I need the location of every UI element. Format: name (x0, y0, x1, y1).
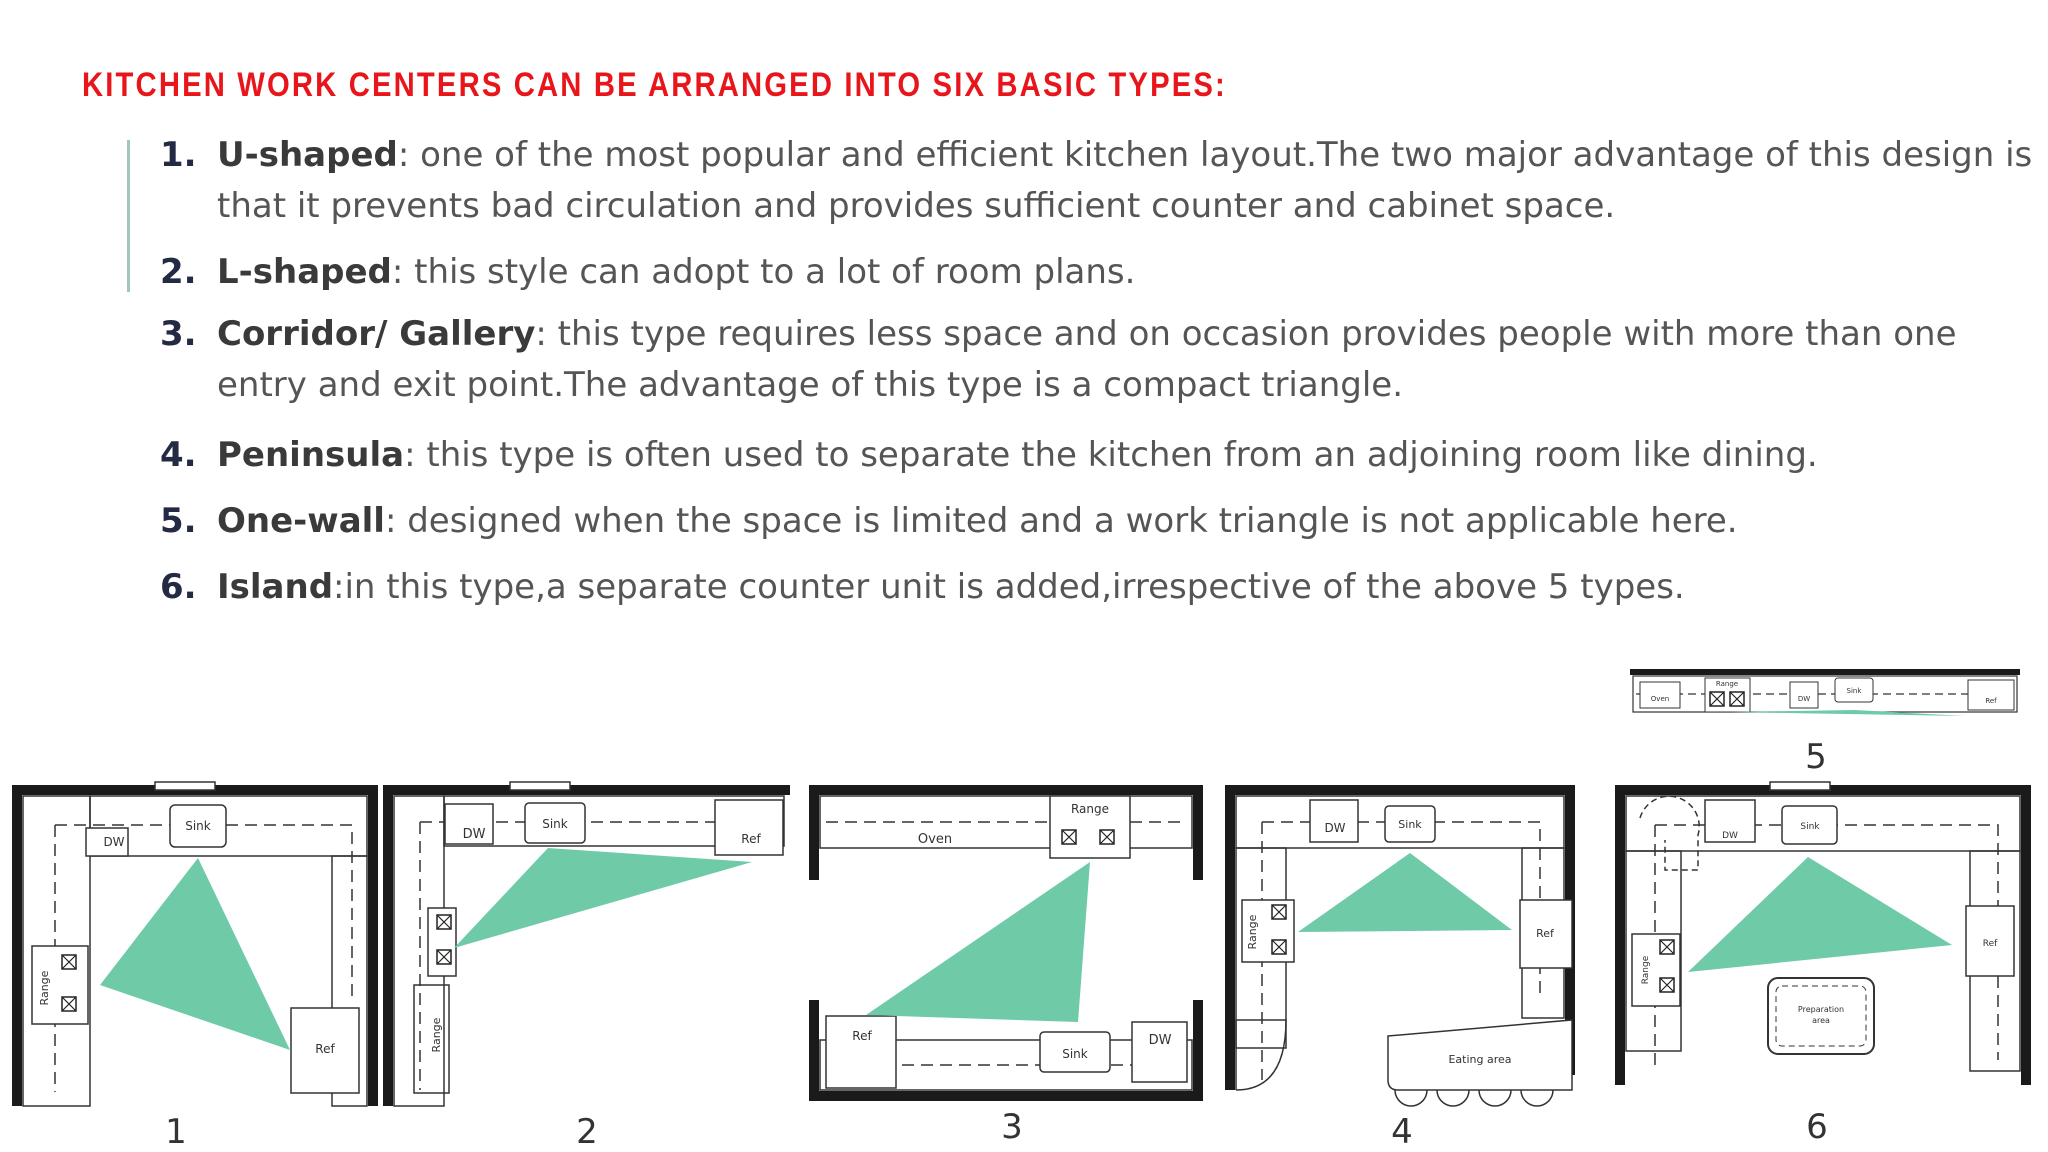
stool-icon (1395, 1090, 1553, 1106)
plan-peninsula (1230, 790, 1572, 1152)
sink-label: Sink (1398, 818, 1422, 831)
oven-label: Oven (917, 832, 953, 847)
plan-corridor (814, 790, 1198, 1147)
dw-label: DW (462, 827, 486, 842)
work-triangle (866, 862, 1090, 1022)
plan-l-shaped (388, 782, 790, 1152)
range-label: Range (38, 970, 51, 1006)
item-text: : designed when the space is limited and a work triangle is not applicable here. (384, 501, 1738, 541)
dw-label: DW (1797, 695, 1811, 703)
accent-bar (127, 140, 130, 292)
refrigerator-icon (1968, 680, 2014, 710)
ref-label: Ref (315, 1042, 335, 1056)
sink-label: Sink (1800, 822, 1820, 832)
item-number: 1. (160, 135, 197, 175)
oven-label: Oven (1650, 695, 1670, 703)
preparation-label: Preparation (1797, 1005, 1845, 1014)
work-triangle (1298, 853, 1512, 932)
sink-label: Sink (185, 819, 211, 833)
dw-label: DW (1148, 1033, 1172, 1048)
work-triangle (454, 848, 752, 948)
plan-number: 2 (576, 1112, 598, 1152)
item-number: 5. (160, 501, 197, 541)
item-text-cont: that it prevents bad circulation and provides sufficient counter and cabinet space. (217, 186, 1616, 226)
ref-label: Ref (1982, 939, 1998, 949)
range-label: Range (1246, 914, 1259, 950)
item-number: 6. (160, 567, 197, 607)
item-term: U-shaped (217, 135, 398, 175)
page-title: KITCHEN WORK CENTERS CAN BE ARRANGED INTO SIX BASIC TYPES: (82, 66, 1227, 104)
item-number: 4. (160, 435, 197, 475)
item-text: : this style can adopt to a lot of room plans. (391, 252, 1136, 292)
range-label: Range (430, 1017, 443, 1053)
range-label: Range (1641, 955, 1651, 985)
plan-number: 4 (1391, 1112, 1413, 1152)
plan-number: 6 (1806, 1107, 1828, 1147)
ref-label: Ref (741, 832, 761, 846)
item-term: L-shaped (217, 252, 392, 292)
item-number: 3. (160, 314, 197, 354)
sink-label: Sink (1846, 687, 1862, 695)
plan-number: 1 (165, 1112, 187, 1152)
dw-label: DW (1722, 831, 1738, 841)
range-label: Range (1070, 802, 1110, 816)
plan-number: 3 (1001, 1107, 1023, 1147)
item-text: : this type is often used to separate the kitchen from an adjoining room like dining. (404, 435, 1818, 475)
item-term: Island (217, 567, 334, 607)
dw-label: DW (103, 835, 125, 849)
plan-island (1620, 782, 2026, 1147)
range-label: Range (1715, 680, 1739, 688)
ref-label: Ref (1536, 927, 1554, 940)
area-label: area (1812, 1016, 1830, 1025)
range-icon (428, 908, 456, 976)
item-term: Corridor/ Gallery (217, 314, 536, 354)
item-text: :in this type,a separate counter unit is added,irrespective of the above 5 types. (333, 567, 1685, 607)
sink-label: Sink (1062, 1047, 1088, 1061)
plan-number: 5 (1805, 737, 1827, 777)
refrigerator-icon (715, 800, 783, 855)
dishwasher-icon (1132, 1022, 1187, 1082)
item-term: One-wall (217, 501, 385, 541)
ref-label: Ref (1985, 697, 1997, 705)
work-triangle (100, 858, 290, 1050)
item-number: 2. (160, 252, 197, 292)
ref-label: Ref (852, 1029, 872, 1043)
work-triangle (1688, 857, 1952, 972)
eating-area-label: Eating area (1448, 1053, 1512, 1066)
plan-u-shaped (17, 782, 373, 1152)
item-text-cont: entry and exit point.The advantage of this type is a compact triangle. (217, 365, 1404, 405)
work-triangle (1730, 710, 1965, 716)
item-text: : this type requires less space and on occasion provides people with more than one (535, 314, 1957, 354)
range-icon (1632, 934, 1680, 1006)
refrigerator-icon (826, 1016, 896, 1088)
item-text: : one of the most popular and efficient kitchen layout.The two major advantage of this design is (397, 135, 2033, 175)
sink-label: Sink (542, 817, 568, 831)
dw-label: DW (1324, 821, 1346, 835)
item-term: Peninsula (217, 435, 405, 475)
kitchen-plans-figure (0, 650, 2048, 1152)
plan-one-wall (1630, 672, 2020, 777)
